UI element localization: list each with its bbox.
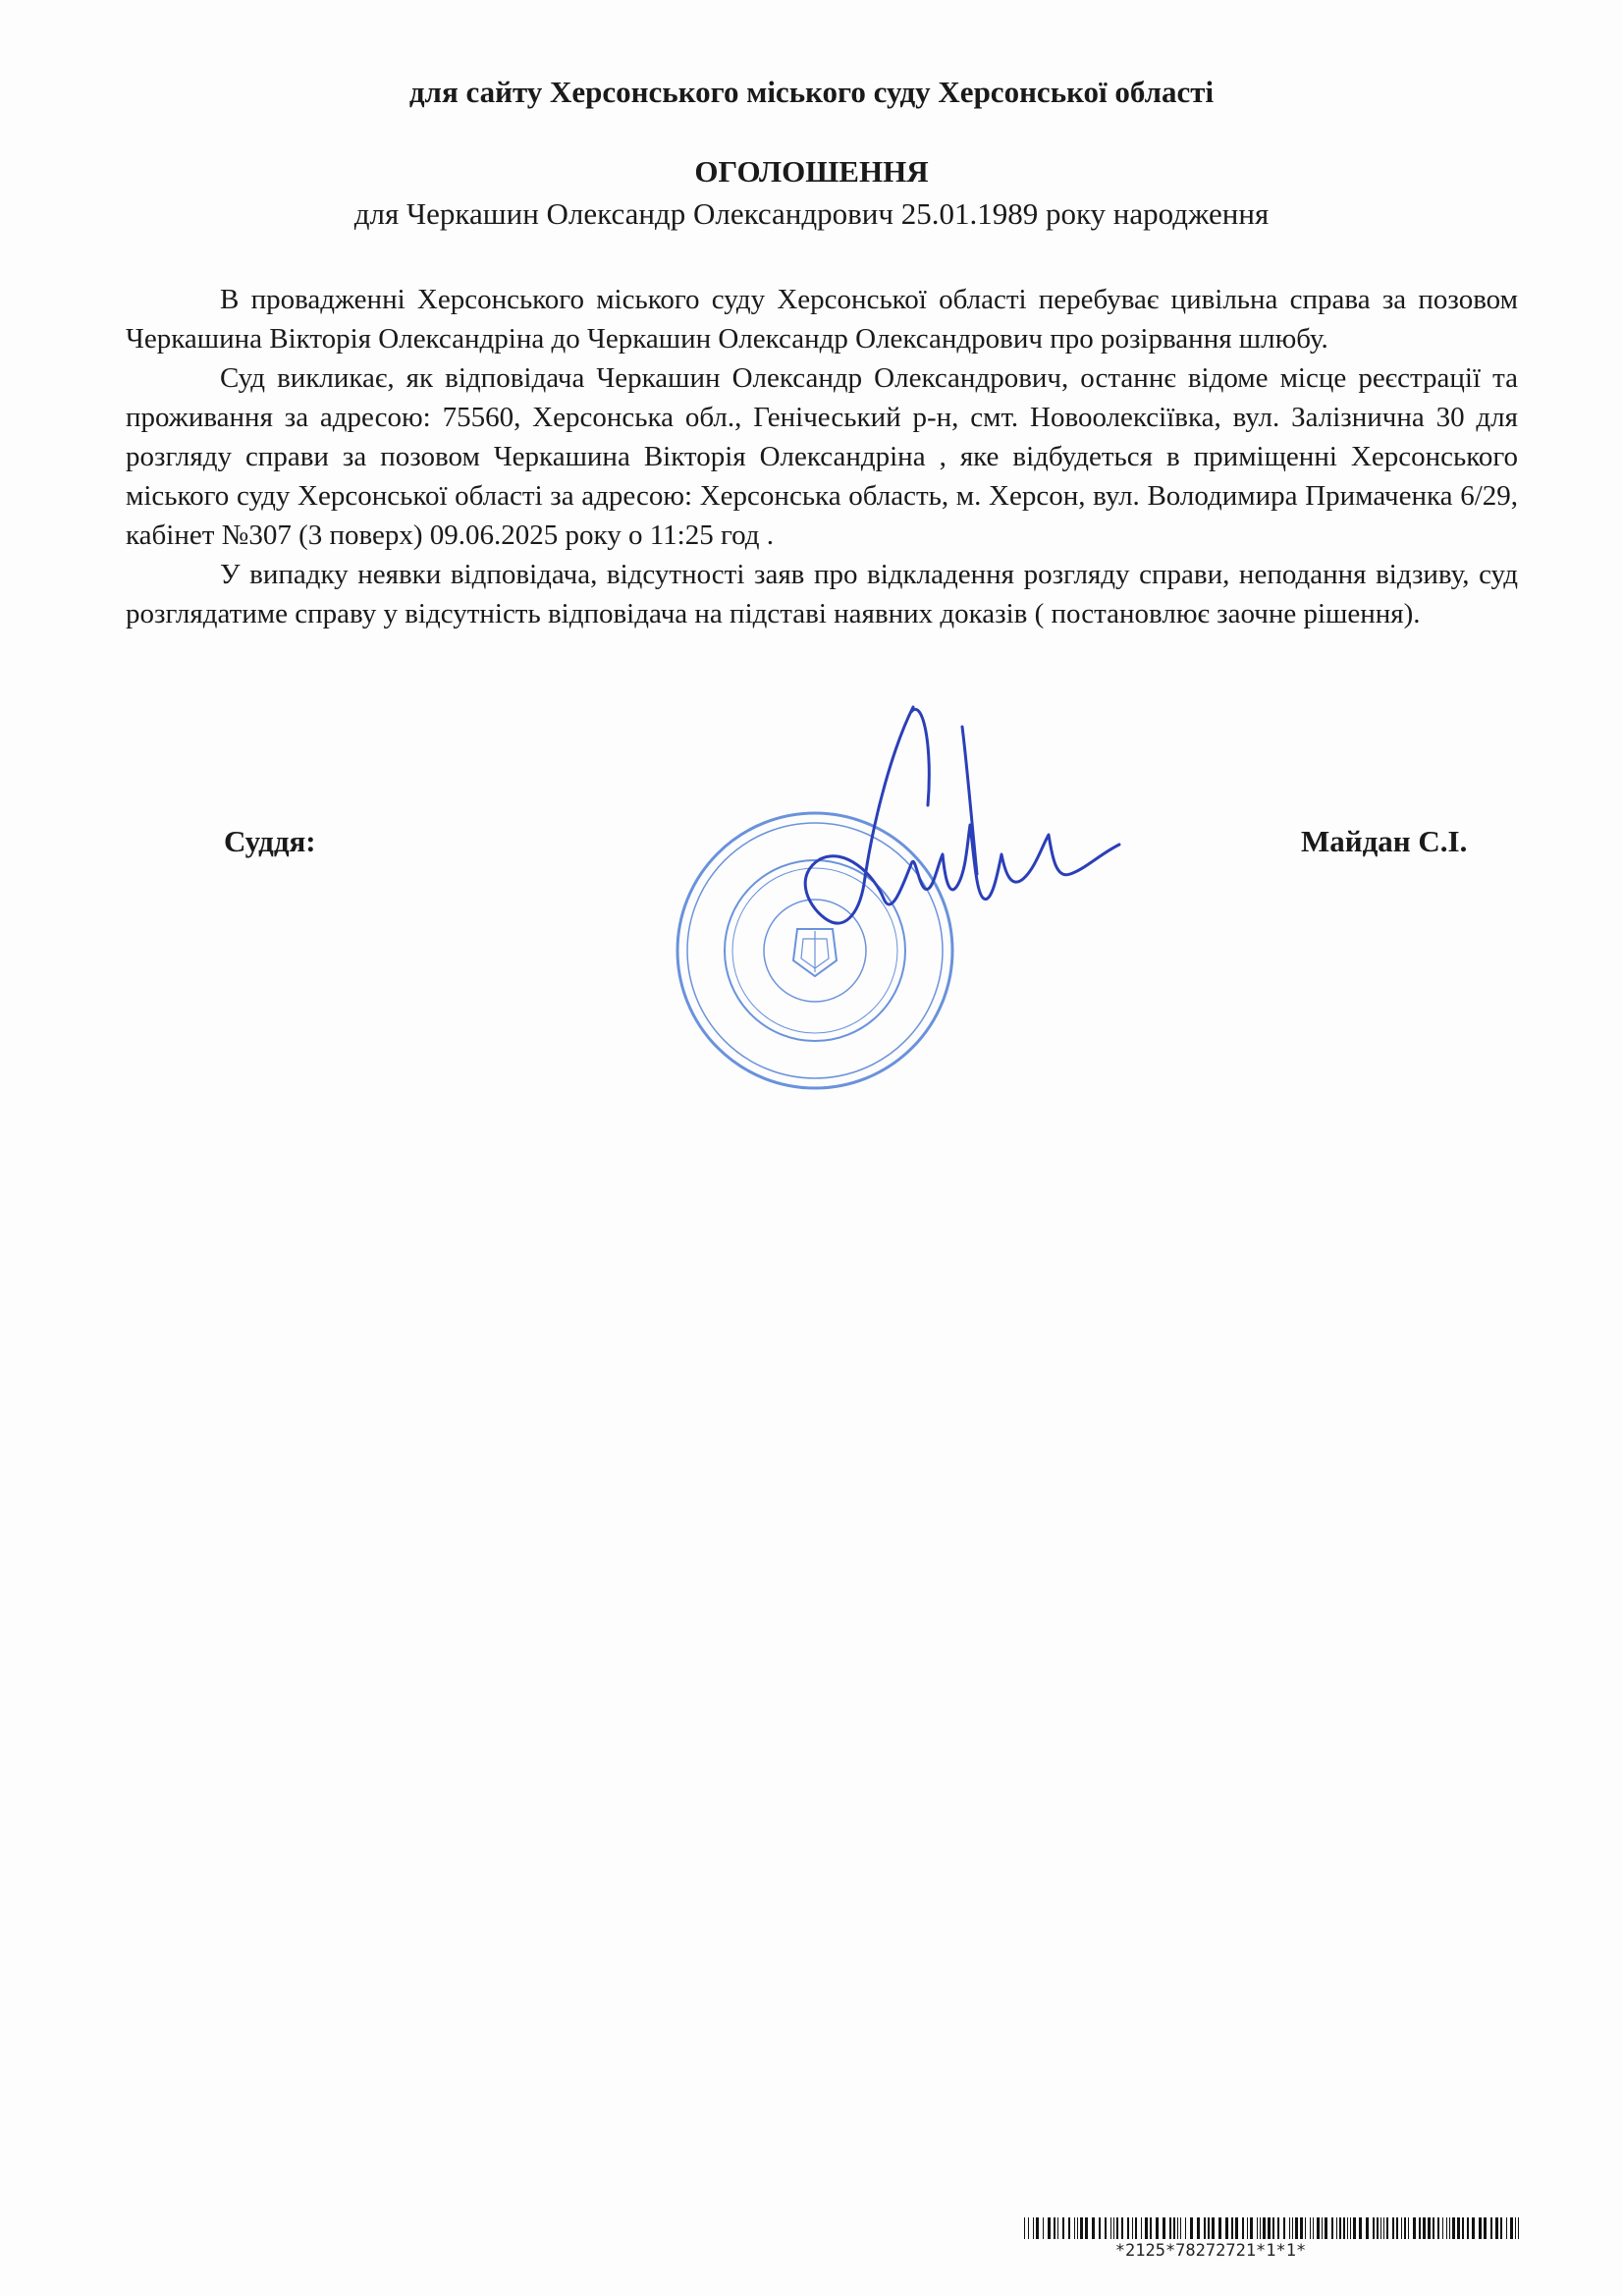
barcode-bar [1310,2217,1311,2239]
barcode-bar [1289,2217,1290,2239]
barcode-bar [1428,2217,1431,2239]
barcode-bar [1033,2217,1034,2239]
barcode-bar [1495,2217,1498,2239]
barcode-bar [1446,2217,1447,2239]
barcode-bar [1092,2217,1095,2239]
barcode-bar [1099,2217,1101,2239]
barcode-bar [1074,2217,1075,2239]
barcode-bar [1043,2217,1044,2239]
barcode-bar [1218,2217,1221,2239]
barcode-bar [1173,2217,1175,2239]
barcode-bar [1366,2217,1369,2239]
barcode-bar [1462,2217,1464,2239]
barcode-bar [1127,2217,1129,2239]
barcode-bar [1121,2217,1123,2239]
barcode-bar [1322,2217,1323,2239]
barcode-bar [1457,2217,1460,2239]
barcode-bar [1300,2217,1303,2239]
barcode-bar [1433,2217,1434,2239]
barcode-bar [1442,2217,1443,2239]
barcode-bar [1116,2217,1118,2239]
barcode-bar [1080,2217,1083,2239]
barcode-bar [1404,2217,1406,2239]
barcode-bar [1077,2217,1078,2239]
barcode-bar [1135,2217,1137,2239]
barcode-bar [1085,2217,1088,2239]
barcode-bar [1305,2217,1306,2239]
barcode-bar [1235,2217,1238,2239]
barcode-bar [1515,2217,1516,2239]
barcode-bar [1250,2217,1253,2239]
document-subtitle: для Черкашин Олександр Олександрович 25.01.1989 року народження [353,196,1270,231]
barcode-bar [1105,2217,1107,2239]
barcode-bar [1353,2217,1356,2239]
paragraph-absence: У випадку неявки відповідача, відсутності заяв про відкладення розгляду справи, неподання відзиву, суд розглядатиме справу у відсутність відповідача на підставі наявних доказів ( постановлює заочне рішення). [126,559,1518,629]
barcode-bar [1500,2217,1502,2239]
barcode-bar [1190,2217,1193,2239]
document-header: для сайту Херсонського міського суду Херсонської області [408,75,1215,109]
barcode-bar [1277,2217,1279,2239]
barcode-bar [1247,2217,1248,2239]
barcode-bar [1510,2217,1513,2239]
barcode-bar [1396,2217,1398,2239]
barcode-bar [1373,2217,1375,2239]
barcode-bar [1472,2217,1475,2239]
barcode-bar [1413,2217,1416,2239]
barcode-bar [1490,2217,1492,2239]
barcode-bar [1313,2217,1314,2239]
barcode-bar [1260,2217,1261,2239]
barcode-bar [1057,2217,1058,2239]
barcode-bar [1197,2217,1200,2239]
barcode-bar [1163,2217,1165,2239]
judge-name: Майдан С.І. [1301,824,1468,858]
barcode-bar [1185,2217,1186,2239]
barcode-bar [1452,2217,1455,2239]
barcode-bar [1156,2217,1159,2239]
barcode-text: *2125*78272721*1*1* [1114,2241,1307,2261]
barcode-bar [1392,2217,1394,2239]
barcode-icon [1024,2217,1525,2239]
barcode-bar [1347,2217,1348,2239]
barcode-bar [1036,2217,1039,2239]
barcode-bar [1068,2217,1070,2239]
barcode-bar [1024,2217,1025,2239]
barcode-bar [1283,2217,1285,2239]
signature-icon [766,687,1139,982]
document-title: ОГОЛОШЕННЯ [694,154,929,189]
barcode-bar [1408,2217,1409,2239]
barcode-bar [1331,2217,1333,2239]
barcode-bar [1467,2217,1469,2239]
barcode-bar [1257,2217,1258,2239]
barcode-bar [1204,2217,1206,2239]
barcode-bar [1268,2217,1271,2239]
barcode-bar [1272,2217,1274,2239]
barcode-bar [1484,2217,1487,2239]
barcode-bar [1380,2217,1381,2239]
barcode-bar [1423,2217,1426,2239]
barcode-bar [1208,2217,1210,2239]
barcode-bar [1317,2217,1320,2239]
barcode-bar [1292,2217,1293,2239]
barcode-bar [1062,2217,1064,2239]
barcode-bar [1212,2217,1215,2239]
barcode-bar [1242,2217,1244,2239]
barcode-bar [1263,2217,1266,2239]
barcode-bar [1479,2217,1482,2239]
barcode-bar [1359,2217,1362,2239]
barcode-bar [1343,2217,1345,2239]
barcode-bar [1028,2217,1029,2239]
barcode-bar [1437,2217,1439,2239]
barcode-bar [1325,2217,1327,2239]
barcode-bar [1145,2217,1148,2239]
barcode-bar [1177,2217,1178,2239]
document-body [126,280,1518,633]
judge-label: Суддя: [224,824,316,858]
barcode-bar [1350,2217,1351,2239]
barcode-bar [1383,2217,1384,2239]
barcode-bar [1150,2217,1152,2239]
barcode-bar [1048,2217,1051,2239]
barcode-bar [1401,2217,1402,2239]
barcode-bar [1169,2217,1171,2239]
barcode-bar [1377,2217,1379,2239]
barcode-bar [1054,2217,1055,2239]
barcode-bar [1506,2217,1507,2239]
barcode-bar [1110,2217,1111,2239]
barcode-bar [1518,2217,1519,2239]
barcode-bar [1386,2217,1388,2239]
barcode-bar [1225,2217,1228,2239]
barcode-bar [1295,2217,1298,2239]
barcode-bar [1449,2217,1450,2239]
paragraph-summons: Суд викликає, як відповідача Черкашин Олександр Олександрович, останнє відоме місце реєстрації та проживання за адресою: 75560, Херсонська обл., Генічеський р-н, смт. Новоолексіївка, вул. Залізнична 30 для розгляду справи за позовом Черкашина Вікторія Олександріна , яке відбудеться в приміщенні Херсонського міського суду Херсонської області за адресою: Херсонська область, м. Херсон, вул. Володимира Примаченка 6/29, кабінет №307 (3 поверх) 09.06.2025 року о 11:25 год . [126,362,1518,551]
barcode-bar [1132,2217,1133,2239]
barcode-bar [1419,2217,1421,2239]
barcode-bar [1141,2217,1142,2239]
paragraph-case: В провадженні Херсонського міського суду Херсонської області перебуває цивільна справа за позовом Черкашина Вікторія Олександріна до Черкашин Олександр Олександрович про розірвання шлюбу. [126,284,1518,355]
barcode-bar [1336,2217,1337,2239]
barcode-bar [1180,2217,1181,2239]
barcode-bar [1113,2217,1114,2239]
barcode-bar [1231,2217,1233,2239]
barcode-bar [1339,2217,1341,2239]
